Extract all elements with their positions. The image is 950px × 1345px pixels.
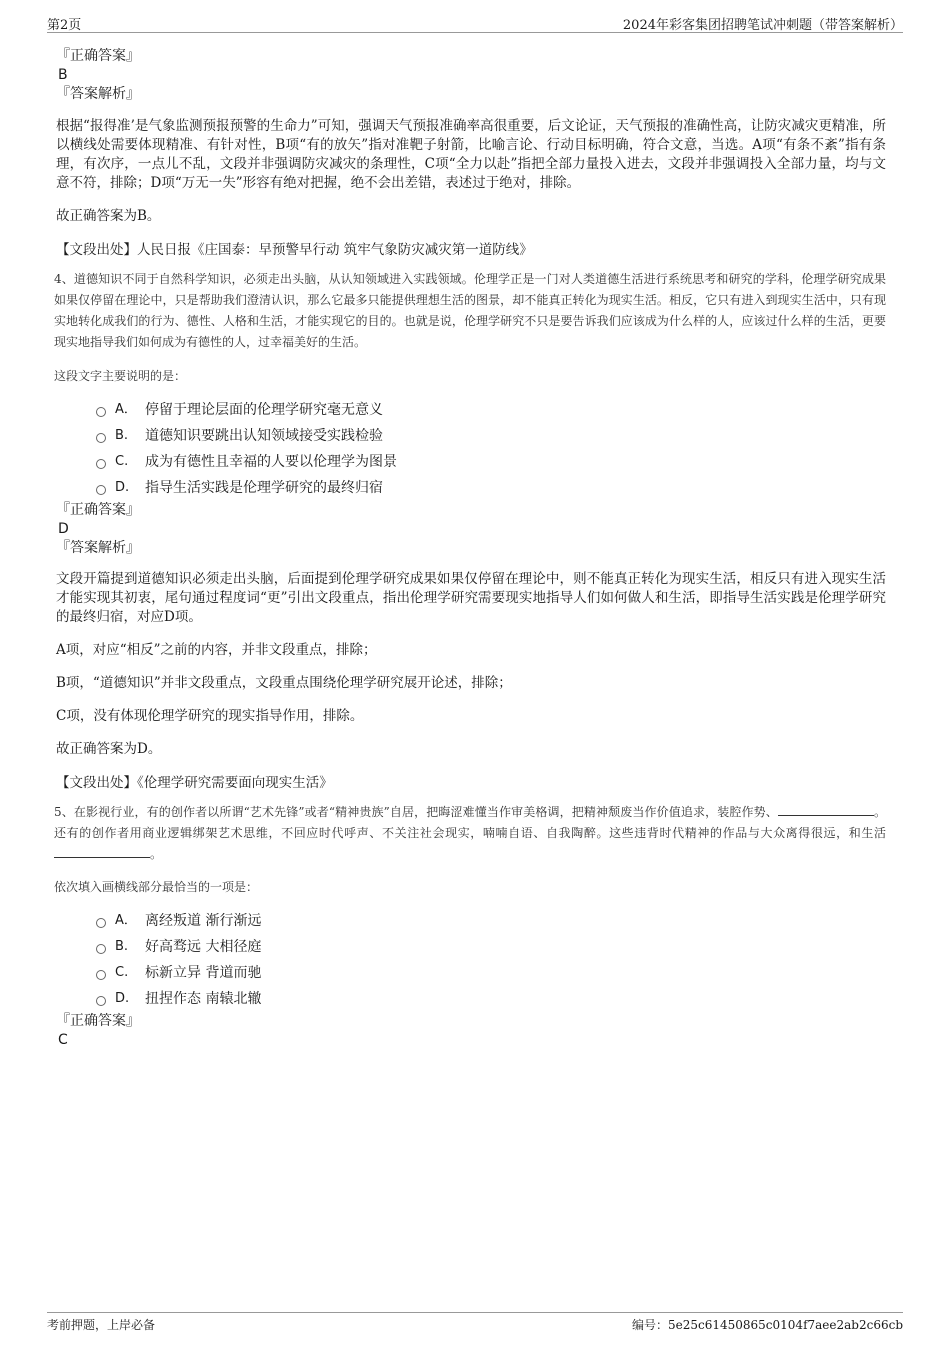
q3-source: 【文段出处】人民日报《庄国泰：早预警早行动 筑牢气象防灾减灾第一道防线》 — [56, 242, 533, 258]
q4-stem: 这段文字主要说明的是： — [54, 369, 187, 383]
q5-stem: 依次填入画横线部分最恰当的一项是： — [54, 880, 259, 894]
q4-analysis-4: C项，没有体现伦理学研究的现实指导作用，排除。 — [56, 708, 364, 724]
q5-option-d[interactable]: D. 扭捏作态 南辕北辙 — [96, 986, 886, 1012]
radio-icon[interactable] — [96, 485, 106, 495]
radio-icon[interactable] — [96, 918, 106, 928]
analysis-label: 『答案解析』 — [56, 86, 140, 102]
q5-option-c[interactable]: C. 标新立异 背道而驰 — [96, 960, 886, 986]
blank-line — [54, 845, 150, 858]
q4-option-b[interactable]: B. 道德知识要跳出认知领域接受实践检验 — [96, 423, 886, 449]
q3-conclusion: 故正确答案为B。 — [56, 208, 161, 224]
q3-analysis: 根据“报得准’是气象监测预报预警的生命力”可知，强调天气预报准确率高很重要，后文论证，天气预报的准确性高，让防灾减灾更精准，所以横线处需要体现精准、有针对性，B项“有的放矢”指对准靶子射箭，比喻言论、行动目标明确，符合文意，当选。A项“有条不紊”指有条理，有次序，一点儿不乱，文段并非强调防灾减灾的条理性，C项“全力以赴”指把全部力量投入进去，文段并非强调投入全部力量，均与文意不符，排除；D项“万无一失”形容有绝对把握，绝不会出差错，表述过于绝对，排除。 — [56, 118, 886, 191]
q4-option-d[interactable]: D. 指导生活实践是伦理学研究的最终归宿 — [96, 475, 886, 501]
page-content — [56, 47, 886, 1050]
page-footer — [47, 1312, 903, 1333]
q4-answer: D — [58, 521, 69, 537]
answer-label: 『正确答案』 — [56, 48, 140, 64]
q4-analysis-3: B项，“道德知识”并非文段重点，文段重点围绕伦理学研究展开论述，排除； — [56, 675, 512, 691]
radio-icon[interactable] — [96, 970, 106, 980]
radio-icon[interactable] — [96, 407, 106, 417]
q4-option-a[interactable]: A． 停留于理论层面的伦理学研究毫无意义 — [96, 397, 886, 423]
q5-answer: C — [58, 1032, 68, 1048]
radio-icon[interactable] — [96, 459, 106, 469]
q5-option-a[interactable]: A． 离经叛道 渐行渐远 — [96, 908, 886, 934]
page-header — [47, 14, 903, 33]
q3-answer: B — [58, 67, 68, 83]
radio-icon[interactable] — [96, 944, 106, 954]
answer-label: 『正确答案』 — [56, 1013, 140, 1029]
q4-analysis-5: 故正确答案为D。 — [56, 741, 162, 757]
q5-options — [96, 908, 886, 1012]
q4-text: 4、道德知识不同于自然科学知识，必须走出头脑，从认知领域进入实践领域。伦理学正是一门对人类道德生活进行系统思考和研究的学科，伦理学研究成果如果仅停留在理论中，只是帮助我们澄清认识，那么它最多只能提供理想生活的图景，却不能真正转化为现实生活。相反，它只有进入到现实生活中，只有现实地转化成我们的行为、德性、人格和生活，才能实现它的目的。也就是说，伦理学研究不只是要告诉我们应该成为什么样的人，应该过什么样的生活，更要现实地指导我们如何成为有德性的人，过幸福美好的生活。 — [54, 272, 886, 349]
document-title: 2024年彩客集团招聘笔试冲刺题（带答案解析） — [622, 18, 903, 33]
footer-slogan: 考前押题，上岸必备 — [47, 1318, 156, 1332]
q4-source: 【文段出处】《伦理学研究需要面向现实生活》 — [56, 775, 333, 791]
blank-line — [778, 803, 874, 816]
q4-options — [96, 397, 886, 501]
radio-icon[interactable] — [96, 433, 106, 443]
q4-option-c[interactable]: C. 成为有德性且幸福的人要以伦理学为图景 — [96, 449, 886, 475]
radio-icon[interactable] — [96, 996, 106, 1006]
analysis-label: 『答案解析』 — [56, 540, 140, 556]
q4-analysis-2: A项，对应“相反”之前的内容，并非文段重点，排除； — [56, 642, 377, 658]
answer-label: 『正确答案』 — [56, 502, 140, 518]
q5-option-b[interactable]: B. 好高骛远 大相径庭 — [96, 934, 886, 960]
q4-analysis-1: 文段开篇提到道德知识必须走出头脑，后面提到伦理学研究成果如果仅停留在理论中，则不能真正转化为现实生活，相反只有进入现实生活才能实现其初衷，尾句通过程度词“更”引出文段重点，指出伦理学研究需要现实地指导人们如何做人和生活，即指导生活实践是伦理学研究的最终归宿，对应D项。 — [56, 571, 886, 625]
footer-code: 编号：5e25c61450865c0104f7aee2ab2c66cb — [631, 1318, 903, 1332]
q5-text: 5、在影视行业，有的创作者以所谓“艺术先锋”或者“精神贵族”自居，把晦涩难懂当作审美格调，把精神颓废当作价值追求，装腔作势、 。还有的创作者用商业逻辑绑架艺术思维，不回应时代呼声、不关注社会现实，喃喃自语、自我陶醉。这些违背时代精神的作品与大众离得很远，和生活 。 — [54, 805, 886, 861]
page-number: 第2页 — [47, 18, 82, 33]
